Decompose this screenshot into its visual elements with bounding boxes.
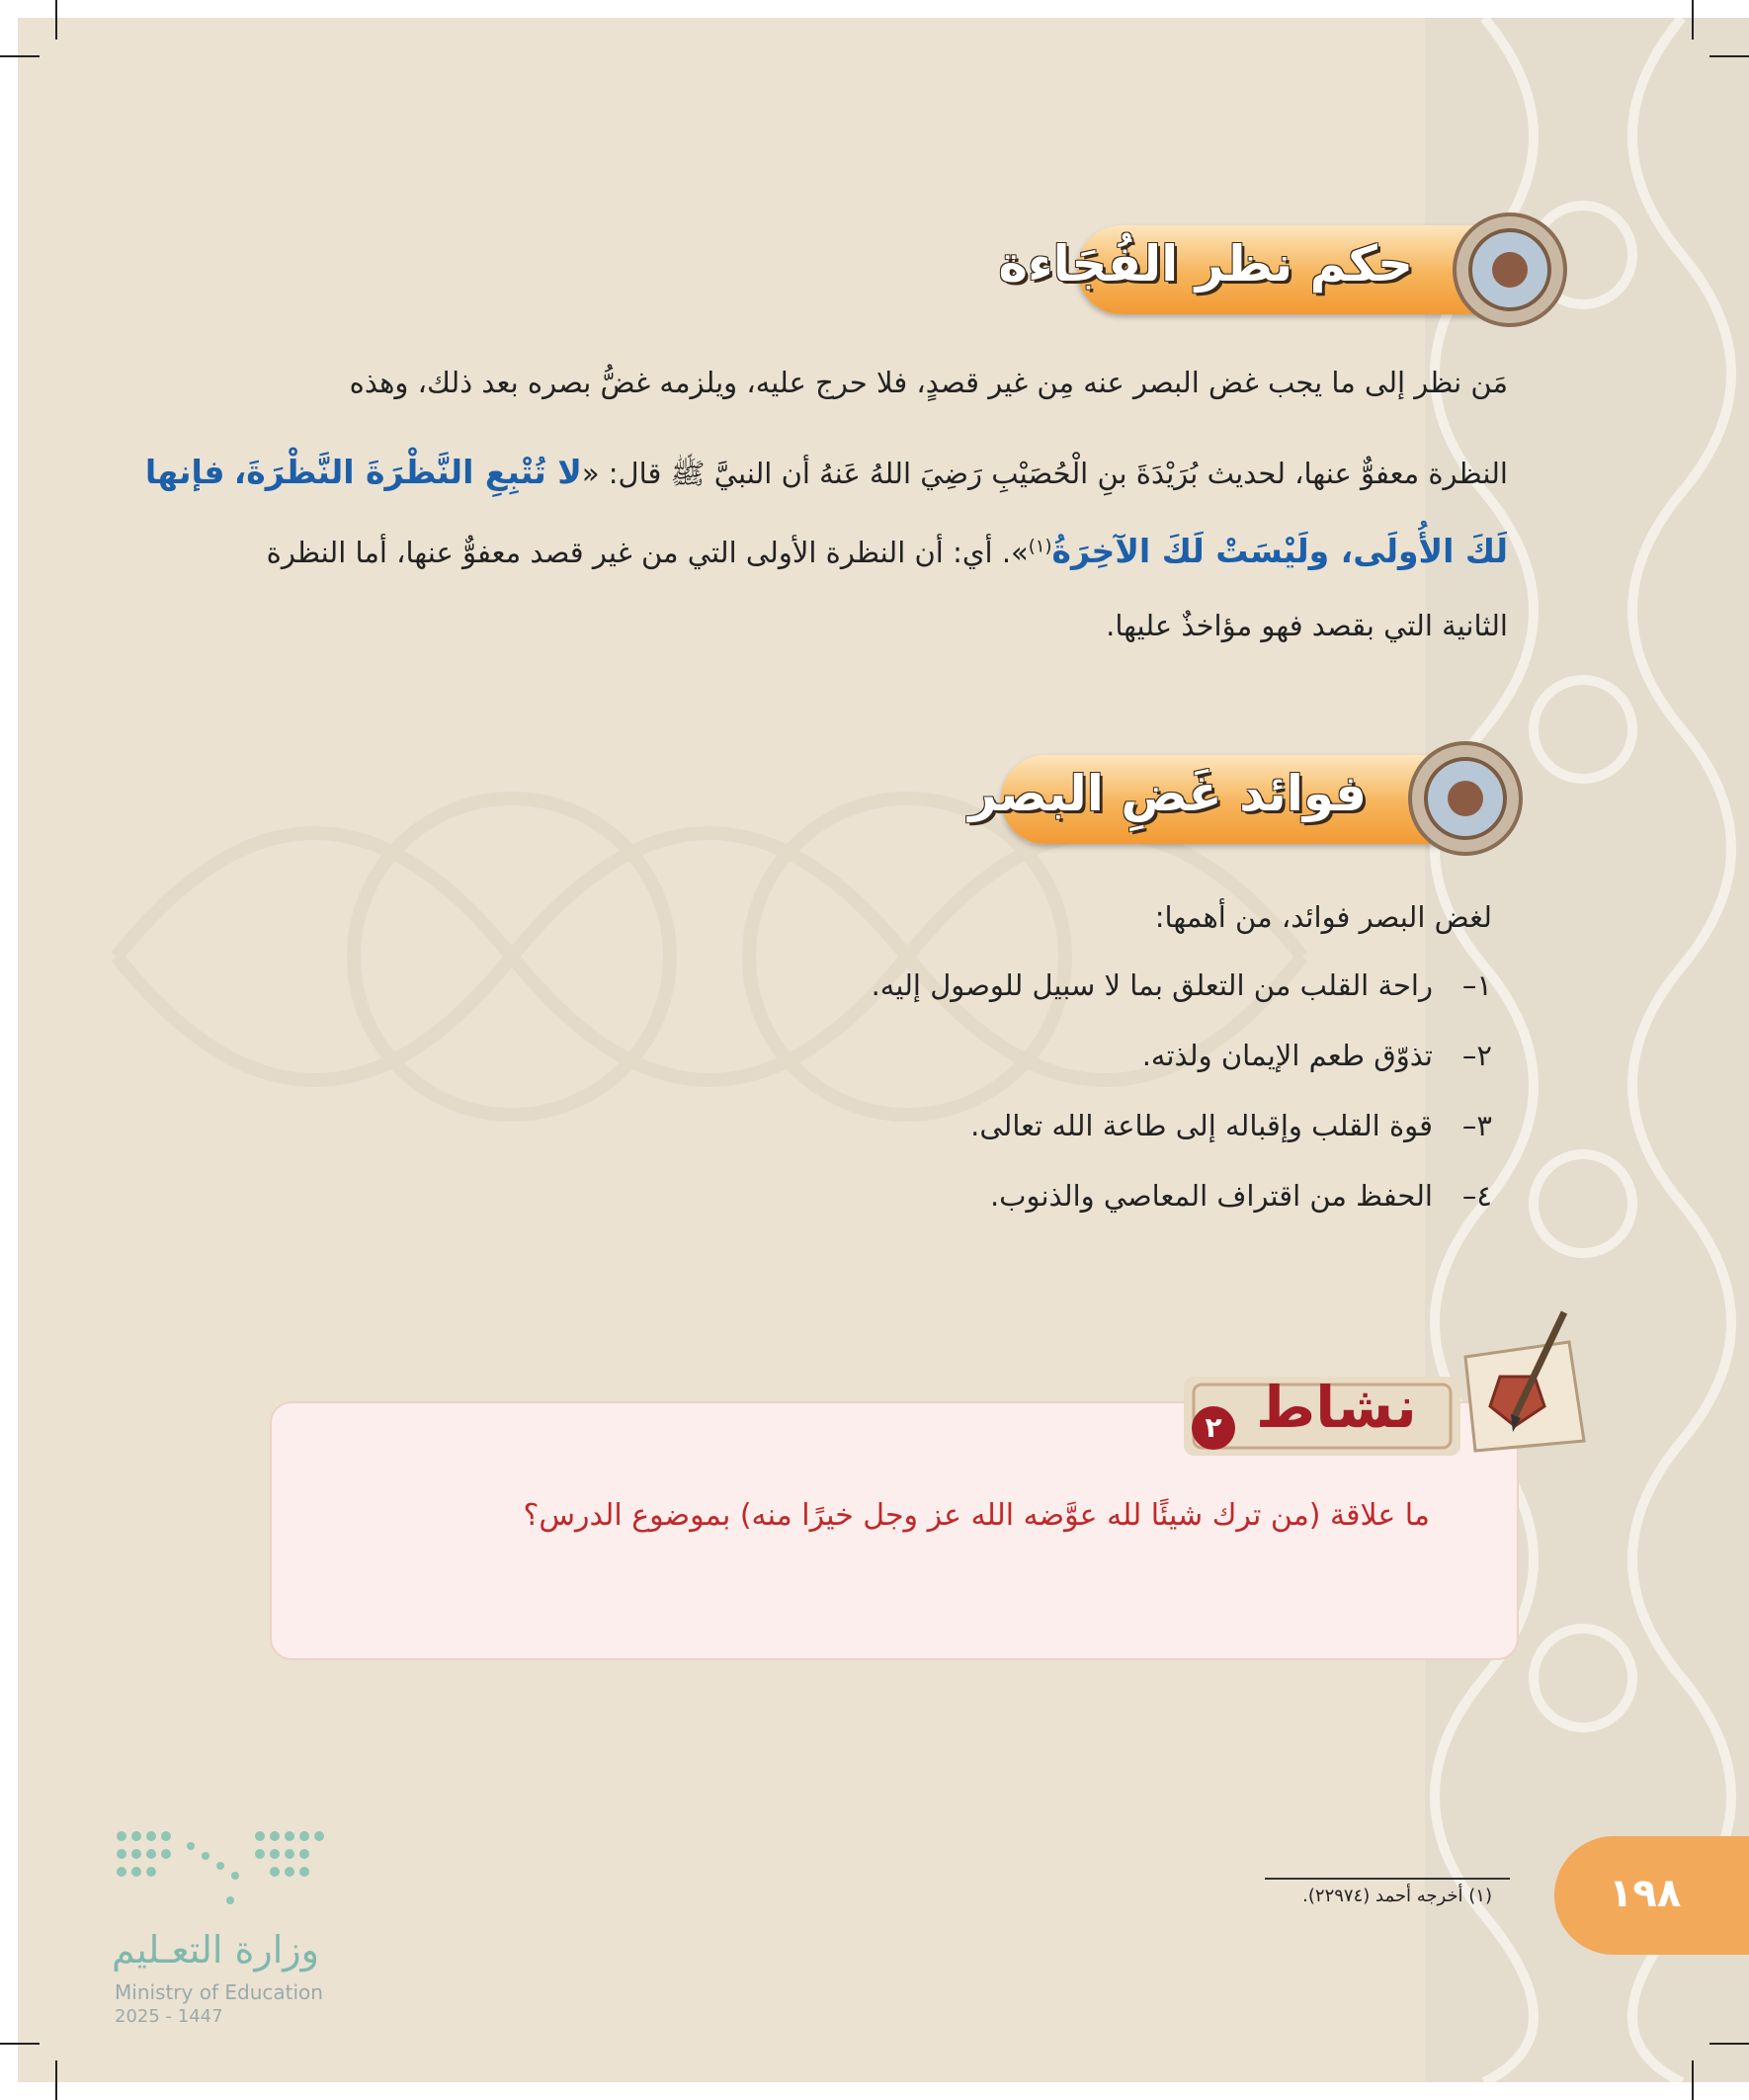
list-item-text: الحفظ من اقتراف المعاصي والذنوب. (989, 1179, 1433, 1213)
paragraph-line (255, 532, 1508, 570)
background-pattern (18, 512, 1451, 1401)
crop-mark (55, 2060, 57, 2100)
paragraph-text: ». أي: أن النظرة الأولى التي من غير قصد معفوٌّ عنها، أما النظرة (266, 536, 1029, 569)
crop-mark (1692, 2060, 1694, 2100)
list-item-text: تذوّق طعم الإيمان ولذته. (1141, 1039, 1433, 1072)
ministry-name-arabic: وزارة التعـليم (112, 1928, 320, 1972)
footnote: (١) أخرجه أحمد (٢٢٩٧٤). (1302, 1886, 1492, 1906)
section-heading-sudden-glance: حكم نظر الفُجَاءة (998, 235, 1413, 293)
list-item-number: ٣– (1461, 1109, 1492, 1142)
footnote-rule (1265, 1878, 1510, 1880)
list-item (1142, 1039, 1492, 1072)
ministry-logo-icon (112, 1816, 329, 1915)
activity-label: نشاط (1256, 1374, 1417, 1441)
list-item-number: ١– (1461, 968, 1492, 1002)
crop-mark (1709, 2043, 1749, 2045)
activity-question: ما علاقة (من ترك شيئًا لله عوَّضه الله عز وجل خيرًا منه) بموضوع الدرس؟ (523, 1498, 1430, 1533)
crop-mark (0, 2043, 40, 2045)
page-number-tab (1554, 1836, 1749, 1955)
ministry-name-english: Ministry of Education (115, 1980, 323, 2004)
activity-number: ٢ (1192, 1406, 1235, 1450)
crop-mark (1692, 0, 1694, 40)
list-item-text: راحة القلب من التعلق بما لا سبيل للوصول إليه. (871, 968, 1433, 1002)
list-item-number: ٢– (1461, 1039, 1492, 1072)
textbook-page (18, 18, 1749, 2082)
crop-mark (1709, 55, 1749, 57)
hadith-text: لَكَ الأُولَى، ولَيْسَتْ لَكَ الآخِرَةُ (1051, 532, 1508, 570)
footnote-marker: (١) (1028, 536, 1052, 557)
list-item (872, 968, 1492, 1002)
section-heading-bar (968, 755, 1475, 844)
page-number: ١٩٨ (1609, 1871, 1682, 1916)
hadith-text: فإنها (144, 453, 225, 491)
medallion-icon (1451, 210, 1569, 329)
list-item (970, 1109, 1492, 1142)
ministry-year: 2025 - 1447 (115, 2006, 223, 2027)
list-item-text: قوة القلب وإقباله إلى طاعة الله تعالى. (970, 1109, 1433, 1142)
crop-mark (55, 0, 57, 40)
list-item-number: ٤– (1461, 1179, 1492, 1213)
paragraph-line: الثانية التي بقصد فهو مؤاخذٌ عليها. (1106, 609, 1508, 642)
hadith-text: لا تُتْبِعِ النَّظْرَةَ النَّظْرَةَ، (233, 453, 582, 491)
paragraph-line: مَن نظر إلى ما يجب غض البصر عنه مِن غير قصدٍ، فلا حرج عليه، ويلزمه غضُّ بصره بعد ذلك، وهذه (349, 366, 1508, 399)
medallion-icon (1406, 739, 1525, 858)
pen-paper-icon (1446, 1307, 1589, 1456)
paragraph-line (144, 453, 1508, 498)
section-heading-benefits: فوائد غَضِ البصر (968, 765, 1367, 822)
list-item (990, 1179, 1492, 1213)
crop-mark (0, 55, 40, 57)
paragraph-text: النظرة معفوٌّ عنها، لحديث بُرَيْدَةَ بنِ الْحُصَيْبِ رَضِيَ اللهُ عَنهُ أن النبيَّ ﷺ قال: « (581, 457, 1508, 490)
list-intro: لغض البصر فوائد، من أهمها: (1154, 900, 1492, 934)
